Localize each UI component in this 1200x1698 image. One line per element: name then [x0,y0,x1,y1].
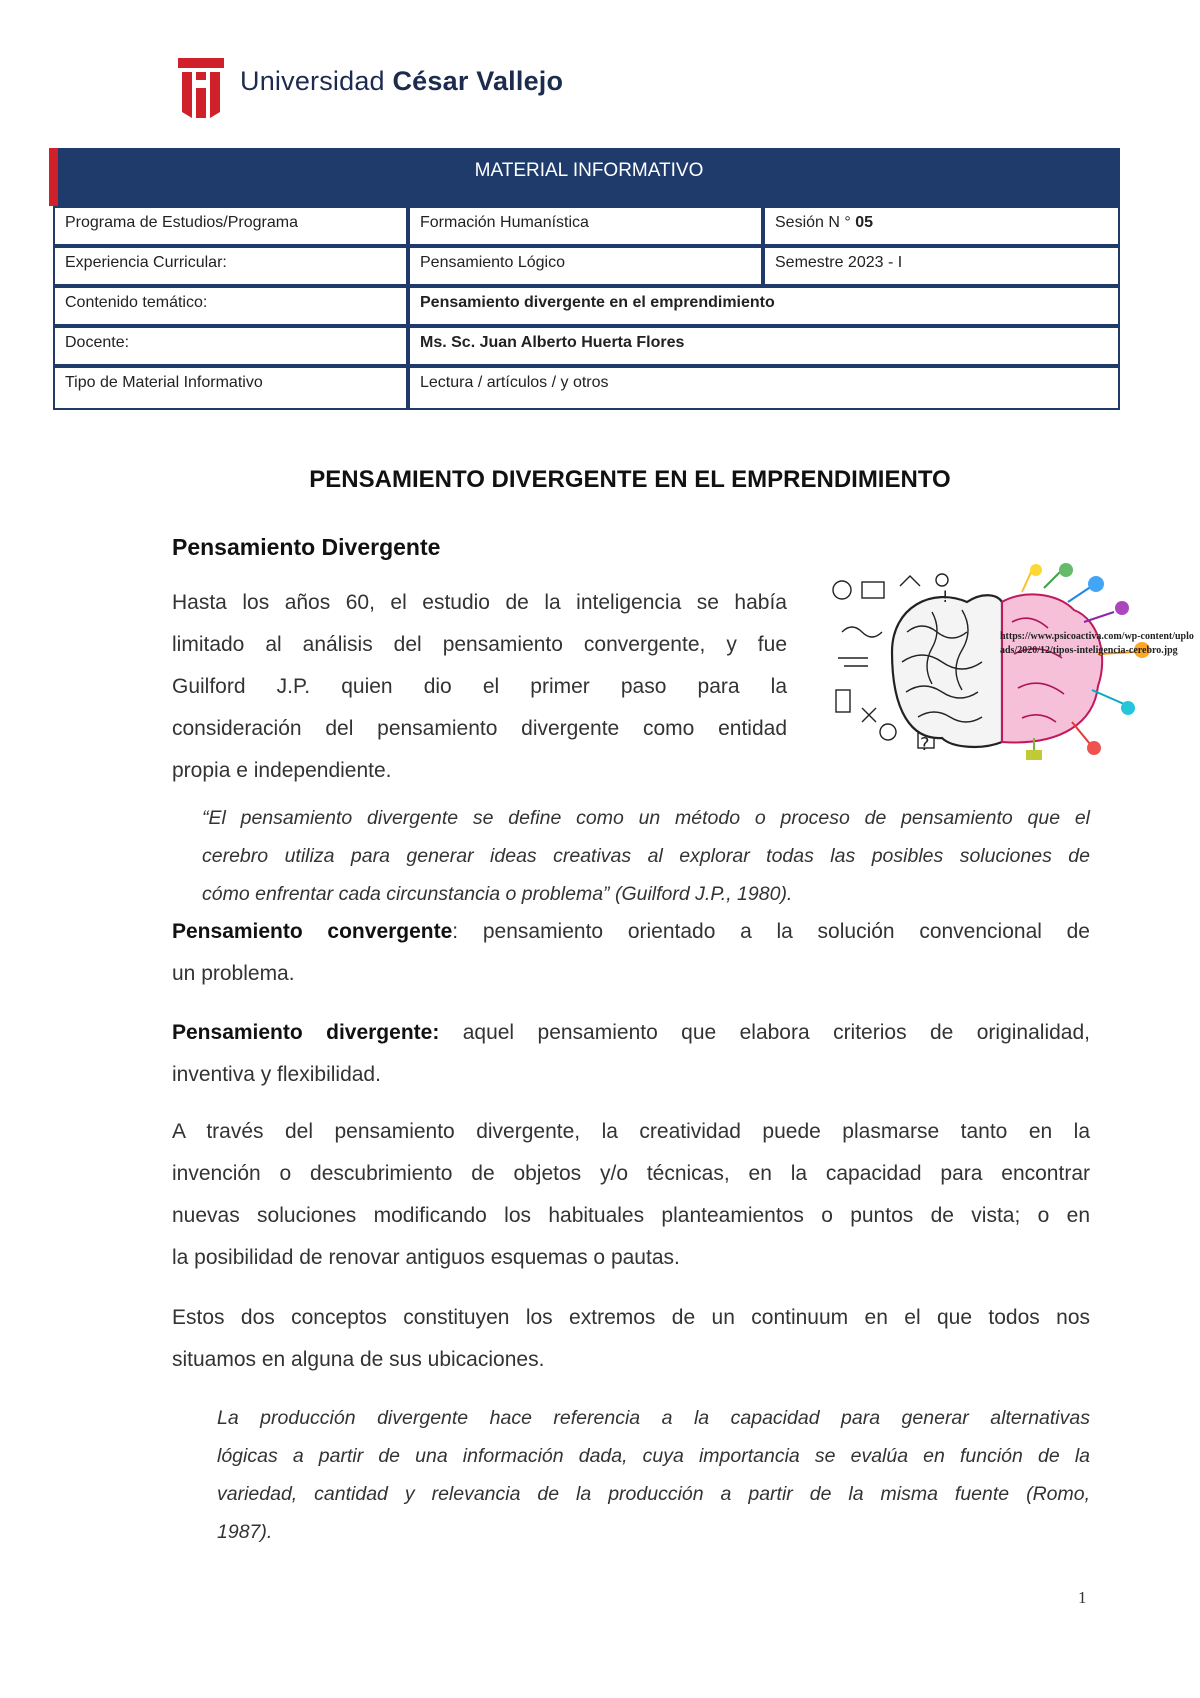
session-number: 05 [855,214,874,231]
romo-quote [217,1399,1090,1551]
teacher-label: Docente: [53,326,408,366]
session-label: Sesión N ° [775,214,856,231]
text-line: Hasta los años 60, el estudio de la inteligencia se había [172,591,787,614]
university-logo [178,58,598,118]
program-value: Formación Humanística [408,206,763,246]
course-value: Pensamiento Lógico [408,246,763,286]
text-line: A través del pensamiento divergente, la creatividad puede plasmarse tanto en la [172,1120,1090,1143]
guilford-quote [202,799,1090,913]
image-source-caption: https://www.psicoactiva.com/wp-content/uploads/2020/12/tipos-inteligencia-cerebro.jpg [1000,631,1194,656]
course-label: Experiencia Curricular: [53,246,408,286]
text-line: Estos dos conceptos constituyen los extremos de un continuum en el que todos nos [172,1306,1090,1329]
divergent-definition [172,1012,1090,1096]
semester-value: Semestre 2023 - I [763,246,1120,286]
text-line: invención o descubrimiento de objetos y/o técnicas, en la capacidad para encontrar [172,1162,1090,1185]
banner-red-accent [49,148,58,206]
text-line: La producción divergente hace referencia a la capacidad para generar alternativas [217,1407,1090,1429]
teacher-value: Ms. Sc. Juan Alberto Huerta Flores [408,326,1120,366]
divergent-term: Pensamiento divergente: [172,1021,440,1044]
content-label: Contenido temático: [53,286,408,326]
content-value: Pensamiento divergente en el emprendimiento [408,286,1120,326]
text-line: cómo enfrentar cada circunstancia o problema” (Guilford J.P., 1980). [202,883,793,905]
continuum-paragraph [172,1297,1090,1381]
text-line: variedad, cantidad y relevancia de la producción a partir de la misma fuente (Romo, [217,1483,1090,1505]
text-line: “El pensamiento divergente se define como un método o proceso de pensamiento que el [202,807,1090,829]
text-line: cerebro utiliza para generar ideas creativas al explorar todas las posibles soluciones de [202,845,1090,867]
text-line: propia e independiente. [172,759,392,782]
text-line: Pensamiento convergente: pensamiento orientado a la solución convencional de [172,920,1090,943]
material-banner: MATERIAL INFORMATIVO [58,148,1120,206]
document-title: PENSAMIENTO DIVERGENTE EN EL EMPRENDIMIENTO [309,466,951,493]
program-label: Programa de Estudios/Programa [53,206,408,246]
text-line: inventiva y flexibilidad. [172,1063,381,1086]
text-line: Pensamiento divergente: aquel pensamiento que elabora criterios de originalidad, [172,1021,1090,1044]
session-cell [763,206,1120,246]
text-line: Guilford J.P. quien dio el primer paso para la [172,675,787,698]
convergent-term: Pensamiento convergente [172,920,453,943]
text-line: lógicas a partir de una información dada, cuya importancia se evalúa en función de la [217,1445,1090,1467]
text-line: 1987). [217,1521,273,1543]
svg-text:?: ? [920,734,930,755]
text-line: la posibilidad de renovar antiguos esquemas o pautas. [172,1246,680,1269]
brain-illustration [822,562,1194,762]
text-line: nuevas soluciones modificando los habituales planteamientos o puntos de vista; o en [172,1204,1090,1227]
convergent-definition [172,911,1090,995]
material-type-label: Tipo de Material Informativo [53,366,408,410]
text-line: situamos en alguna de sus ubicaciones. [172,1348,545,1371]
section-heading: Pensamiento Divergente [172,534,441,560]
creativity-paragraph [172,1111,1090,1279]
text-line: limitado al análisis del pensamiento convergente, y fue [172,633,787,656]
intro-paragraph [172,582,787,792]
text-line: un problema. [172,962,295,985]
svg-text:!: ! [942,587,949,606]
material-type-value: Lectura / artículos / y otros [408,366,1120,410]
text-line: consideración del pensamiento divergente como entidad [172,717,787,740]
page-number: 1 [1078,1588,1087,1607]
ucv-logo-icon [178,58,224,118]
university-name: Universidad César Vallejo [240,66,564,96]
